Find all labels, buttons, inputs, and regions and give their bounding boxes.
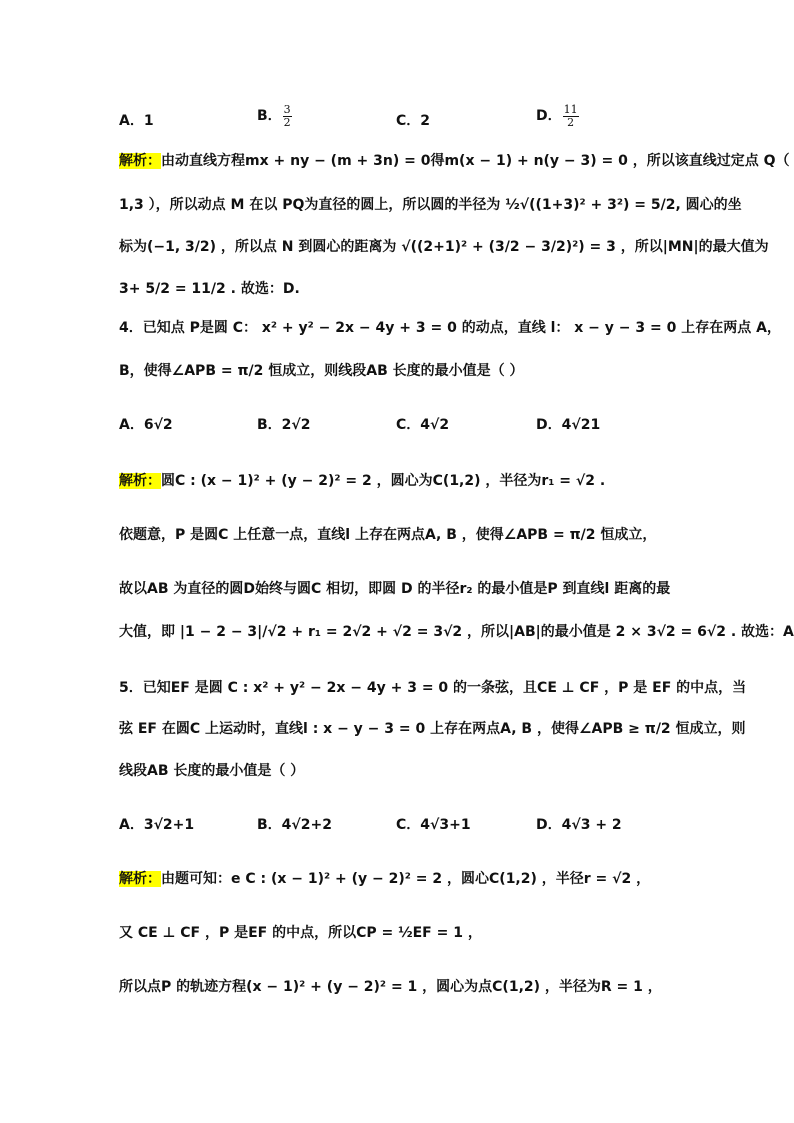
q4-solution-line-3: 故以AB 为直径的圆D始终与圆C 相切，即圆 D 的半径r₂ 的最小值是P 到直线l 距离的最	[119, 581, 671, 597]
q5-solution-text-1: 由题可知：e C : (x − 1)² + (y − 2)² = 2 ，圆心C(1,2) ，半径r = √2 ，	[161, 871, 651, 887]
q3-solution-line-1	[119, 150, 790, 170]
fraction-denominator: 2	[567, 115, 575, 129]
q5-solution-line-3: 所以点P 的轨迹方程(x − 1)² + (y − 2)² = 1 ，圆心为点C(1,2) ，半径为R = 1 ，	[119, 979, 662, 995]
q3-option-d-label: D．	[536, 108, 562, 125]
q3-option-d-fraction	[563, 104, 579, 128]
q5-option-a: A．3√2+1	[119, 817, 195, 833]
solution-tag: 解析：	[119, 153, 161, 169]
q3-option-b	[257, 104, 293, 128]
q4-solution-line-4: 大值，即 |1 − 2 − 3|/√2 + r₁ = 2√2 + √2 = 3√2 ，所以|AB|的最小值是 2 × 3√2 = 6√2 . 故选：A	[119, 624, 794, 640]
fraction-numerator: 3	[283, 103, 291, 116]
q5-stem-line-2: 弦 EF 在圆C 上运动时，直线l : x − y − 3 = 0 上存在两点A, B ，使得∠APB ≥ π/2 恒成立，则	[119, 721, 746, 737]
q5-option-c: C．4√3+1	[396, 817, 471, 833]
q3-solution-line-3: 标为(−1, 3/2) ，所以点 N 到圆心的距离为 √((2+1)² + (3/2 − 3/2)²) = 3 ，所以|MN|的最大值为	[119, 239, 769, 255]
q4-option-c: C．4√2	[396, 417, 450, 433]
q3-options	[119, 104, 679, 134]
q5-solution-line-2: 又 CE ⊥ CF ，P 是EF 的中点，所以CP = ½EF = 1 ，	[119, 925, 482, 941]
q3-solution-line-4: 3+ 5/2 = 11/2 . 故选：D.	[119, 281, 300, 297]
q4-option-d: D．4√21	[536, 417, 601, 433]
q5-option-b: B．4√2+2	[257, 817, 332, 833]
q3-option-d	[536, 104, 580, 128]
q4-options	[119, 414, 679, 438]
q3-option-c: C．2	[396, 113, 431, 129]
fraction-numerator: 11	[563, 103, 578, 116]
q4-solution-line-1	[119, 470, 605, 490]
q4-option-b: B．2√2	[257, 417, 311, 433]
q4-solution-text-1: 圆C : (x − 1)² + (y − 2)² = 2 ，圆心为C(1,2) ，半径为r₁ = √2 .	[161, 473, 606, 489]
q3-option-a: A．1	[119, 113, 154, 129]
q3-option-b-fraction	[283, 104, 292, 128]
q3-solution-line-2: 1,3 ），所以动点 M 在以 PQ为直径的圆上，所以圆的半径为 ½√((1+3)² + 3²) = 5/2, 圆心的坐	[119, 197, 742, 213]
q5-solution-line-1	[119, 868, 650, 888]
q3-solution-text-1: 由动直线方程mx + ny − (m + 3n) = 0得m(x − 1) + n(y − 3) = 0 ，所以该直线过定点 Q（	[161, 153, 790, 169]
q4-stem-line-2: B，使得∠APB = π/2 恒成立，则线段AB 长度的最小值是（ ）	[119, 363, 524, 379]
q4-solution-line-2: 依题意，P 是圆C 上任意一点，直线l 上存在两点A, B ，使得∠APB = π/2 恒成立，	[119, 527, 657, 543]
q5-stem-line-1: 5．已知EF 是圆 C : x² + y² − 2x − 4y + 3 = 0 的一条弦，且CE ⊥ CF ，P 是 EF 的中点，当	[119, 680, 747, 696]
solution-tag: 解析：	[119, 473, 161, 489]
fraction-denominator: 2	[283, 115, 291, 129]
q3-option-b-label: B．	[257, 108, 282, 125]
q4-stem-line-1: 4．已知点 P是圆 C： x² + y² − 2x − 4y + 3 = 0 的动点，直线 l： x − y − 3 = 0 上存在两点 A，	[119, 320, 781, 336]
q4-option-a: A．6√2	[119, 417, 173, 433]
solution-tag: 解析：	[119, 871, 161, 887]
q5-option-d: D．4√3 + 2	[536, 817, 622, 833]
q5-stem-line-3: 线段AB 长度的最小值是（ ）	[119, 763, 305, 779]
q5-options	[119, 814, 679, 838]
